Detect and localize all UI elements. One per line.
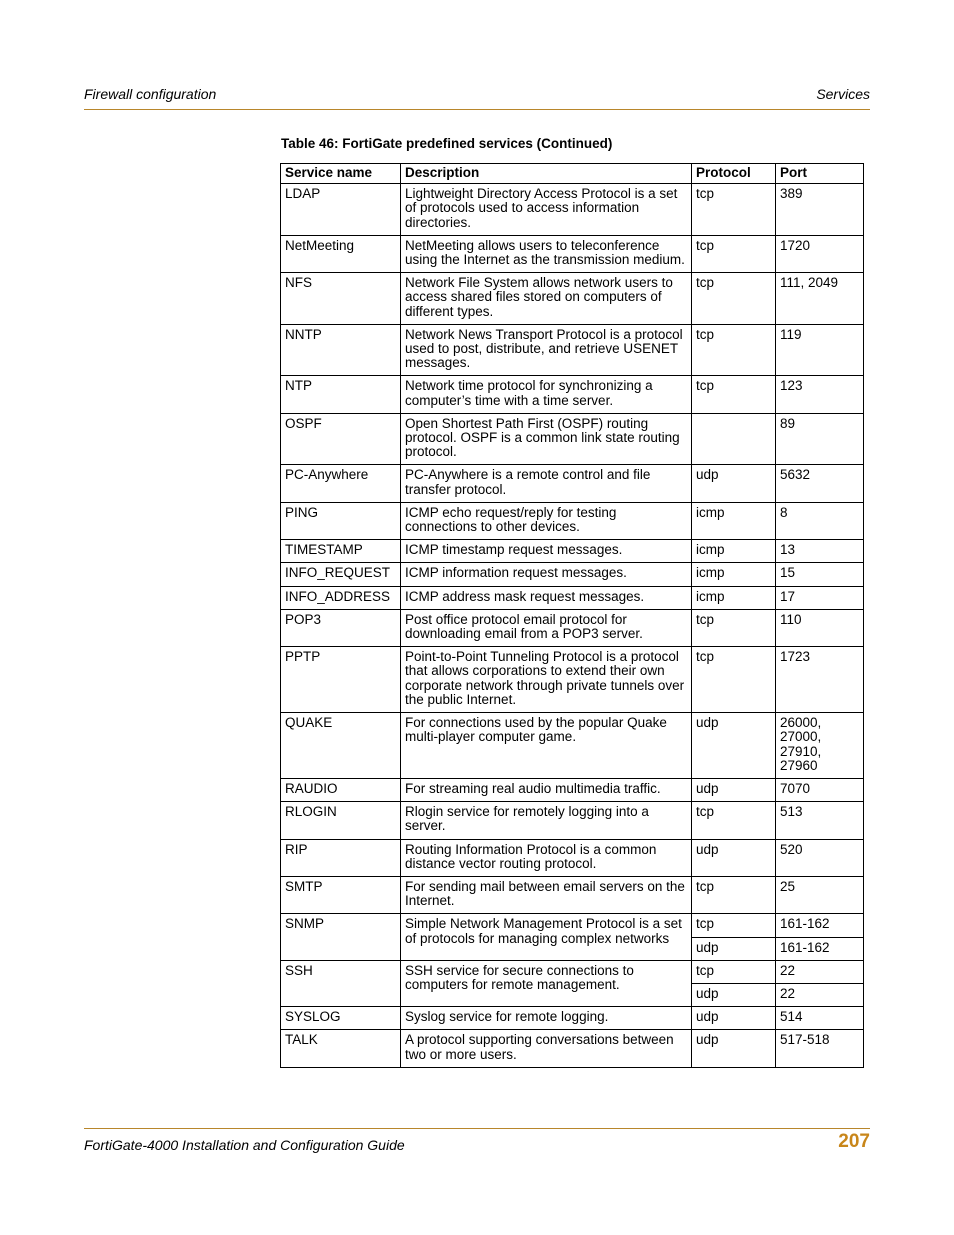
table-row [281,647,864,713]
description-cell: Post office protocol email protocol for downloading email from a POP3 server. [401,609,692,646]
protocol-cell: tcp [692,184,776,236]
table-body [281,184,864,1068]
port-cell: 13 [776,540,864,563]
service-name-cell: TALK [281,1030,401,1067]
description-cell: PC-Anywhere is a remote control and file transfer protocol. [401,465,692,502]
protocol-cell: udp [692,983,776,1006]
protocol-cell: udp [692,1007,776,1030]
table-row [281,413,864,465]
service-name-cell: SYSLOG [281,1007,401,1030]
table-row [281,802,864,839]
port-cell: 123 [776,376,864,413]
port-cell: 520 [776,839,864,876]
service-name-cell: OSPF [281,413,401,465]
description-cell: For connections used by the popular Quake multi-player computer game. [401,713,692,779]
description-cell: Network time protocol for synchronizing a computer’s time with a time server. [401,376,692,413]
protocol-cell [692,413,776,465]
description-cell: Simple Network Management Protocol is a set of protocols for managing complex networks [401,914,692,960]
column-header-service-name: Service name [281,164,401,184]
protocol-cell: udp [692,778,776,801]
protocol-cell: udp [692,465,776,502]
port-cell: 26000, 27000, 27910, 27960 [776,713,864,779]
port-cell: 161-162 [776,914,864,937]
table-row [281,184,864,236]
services-table [280,163,864,1068]
protocol-cell: tcp [692,876,776,913]
service-name-cell: PC-Anywhere [281,465,401,502]
table-row [281,465,864,502]
service-name-cell: LDAP [281,184,401,236]
description-cell: ICMP timestamp request messages. [401,540,692,563]
port-cell: 89 [776,413,864,465]
table-row [281,273,864,325]
service-name-cell: INFO_ADDRESS [281,586,401,609]
service-name-cell: TIMESTAMP [281,540,401,563]
port-cell: 517-518 [776,1030,864,1067]
service-name-cell: PING [281,502,401,539]
description-cell: SSH service for secure connections to computers for remote management. [401,960,692,1006]
protocol-cell: tcp [692,324,776,376]
column-header-port: Port [776,164,864,184]
description-cell: Rlogin service for remotely logging into a server. [401,802,692,839]
port-cell: 17 [776,586,864,609]
description-cell: ICMP information request messages. [401,563,692,586]
table-row [281,960,864,983]
service-name-cell: NNTP [281,324,401,376]
port-cell: 111, 2049 [776,273,864,325]
table-row [281,778,864,801]
description-cell: Network File System allows network users to access shared files stored on computers of different types. [401,273,692,325]
service-name-cell: RAUDIO [281,778,401,801]
protocol-cell: tcp [692,960,776,983]
table-row [281,876,864,913]
port-cell: 22 [776,983,864,1006]
port-cell: 25 [776,876,864,913]
description-cell: For sending mail between email servers on the Internet. [401,876,692,913]
table-row [281,563,864,586]
protocol-cell: udp [692,713,776,779]
protocol-cell: tcp [692,914,776,937]
table-row [281,1007,864,1030]
footer-rule [84,1128,870,1129]
protocol-cell: tcp [692,609,776,646]
port-cell: 7070 [776,778,864,801]
table-header-row [281,164,864,184]
table-row [281,376,864,413]
table-row [281,235,864,272]
service-name-cell: NFS [281,273,401,325]
service-name-cell: SSH [281,960,401,1006]
service-name-cell: NTP [281,376,401,413]
service-name-cell: SNMP [281,914,401,960]
service-name-cell: RIP [281,839,401,876]
protocol-cell: udp [692,839,776,876]
service-name-cell: PPTP [281,647,401,713]
service-name-cell: RLOGIN [281,802,401,839]
table-row [281,586,864,609]
table-caption: Table 46: FortiGate predefined services (Continued) [281,136,613,151]
port-cell: 22 [776,960,864,983]
column-header-description: Description [401,164,692,184]
protocol-cell: icmp [692,563,776,586]
running-header-section: Firewall configuration [84,86,217,102]
description-cell: ICMP address mask request messages. [401,586,692,609]
description-cell: For streaming real audio multimedia traffic. [401,778,692,801]
port-cell: 5632 [776,465,864,502]
port-cell: 8 [776,502,864,539]
table-row [281,502,864,539]
table-row [281,839,864,876]
table-row [281,540,864,563]
table-row [281,324,864,376]
port-cell: 15 [776,563,864,586]
column-header-protocol: Protocol [692,164,776,184]
running-header-topic: Services [816,86,870,102]
protocol-cell: tcp [692,647,776,713]
description-cell: ICMP echo request/reply for testing connections to other devices. [401,502,692,539]
port-cell: 389 [776,184,864,236]
protocol-cell: udp [692,937,776,960]
protocol-cell: icmp [692,502,776,539]
page-number: 207 [838,1131,870,1152]
protocol-cell: tcp [692,235,776,272]
port-cell: 119 [776,324,864,376]
protocol-cell: icmp [692,586,776,609]
protocol-cell: udp [692,1030,776,1067]
port-cell: 161-162 [776,937,864,960]
port-cell: 1720 [776,235,864,272]
protocol-cell: tcp [692,376,776,413]
protocol-cell: icmp [692,540,776,563]
description-cell: Point-to-Point Tunneling Protocol is a protocol that allows corporations to extend their own corporate network through private tunnels over the public Internet. [401,647,692,713]
port-cell: 513 [776,802,864,839]
footer-guide-title: FortiGate-4000 Installation and Configuration Guide [84,1137,405,1153]
service-name-cell: SMTP [281,876,401,913]
port-cell: 514 [776,1007,864,1030]
table-row [281,609,864,646]
description-cell: NetMeeting allows users to teleconference using the Internet as the transmission medium. [401,235,692,272]
port-cell: 110 [776,609,864,646]
description-cell: Network News Transport Protocol is a protocol used to post, distribute, and retrieve USENET messages. [401,324,692,376]
protocol-cell: tcp [692,802,776,839]
table-row [281,914,864,937]
service-name-cell: QUAKE [281,713,401,779]
port-cell: 1723 [776,647,864,713]
description-cell: Syslog service for remote logging. [401,1007,692,1030]
table-row [281,1030,864,1067]
service-name-cell: INFO_REQUEST [281,563,401,586]
description-cell: Routing Information Protocol is a common distance vector routing protocol. [401,839,692,876]
description-cell: Open Shortest Path First (OSPF) routing protocol. OSPF is a common link state routing protocol. [401,413,692,465]
header-rule [84,109,870,110]
description-cell: A protocol supporting conversations between two or more users. [401,1030,692,1067]
service-name-cell: NetMeeting [281,235,401,272]
protocol-cell: tcp [692,273,776,325]
description-cell: Lightweight Directory Access Protocol is a set of protocols used to access information directories. [401,184,692,236]
table-row [281,713,864,779]
service-name-cell: POP3 [281,609,401,646]
